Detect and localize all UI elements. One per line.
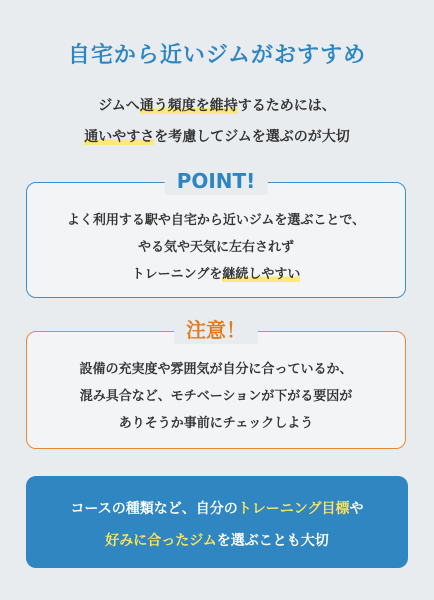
summary-highlight: 好みに合ったジム xyxy=(105,533,217,549)
point-highlight: 継続しやすい xyxy=(222,267,301,282)
summary-box xyxy=(26,476,408,568)
summary-text: や xyxy=(349,501,364,517)
summary-text: コースの種類など、自分の xyxy=(70,501,238,517)
point-line-3 xyxy=(27,263,405,282)
point-line-1: よく利用する駅や自宅から近いジムを選ぶことで、 xyxy=(66,213,366,228)
caution-box xyxy=(26,318,406,449)
intro-text: ジムへ xyxy=(98,98,140,114)
intro-line-2 xyxy=(0,126,434,146)
intro-text: するためには、 xyxy=(237,98,336,114)
intro-highlight: 通いやすさ xyxy=(84,129,155,145)
point-label: POINT! xyxy=(165,167,268,195)
point-box xyxy=(26,169,406,298)
summary-text: を選ぶことも大切 xyxy=(216,533,329,549)
intro-line-1 xyxy=(0,95,434,115)
summary-line-2 xyxy=(26,530,408,550)
summary-highlight: トレーニング目標 xyxy=(237,501,350,517)
page-title: 自宅から近いジムがおすすめ xyxy=(67,43,367,68)
caution-line-3: ありそうか事前にチェックしよう xyxy=(118,416,314,431)
point-line-2: やる気や天気に左右されず xyxy=(137,240,294,255)
intro-text: を考慮してジムを選ぶのが大切 xyxy=(154,129,350,145)
point-text: トレーニングを xyxy=(131,267,223,282)
summary-line-1 xyxy=(26,498,408,518)
intro-highlight: 通う頻度を維持 xyxy=(139,98,238,114)
caution-label: 注意！ xyxy=(174,316,258,344)
caution-line-1: 設備の充実度や雰囲気が自分に合っているか、 xyxy=(79,362,353,377)
caution-line-2: 混み具合など、モチベーションが下がる要因が xyxy=(79,389,353,404)
